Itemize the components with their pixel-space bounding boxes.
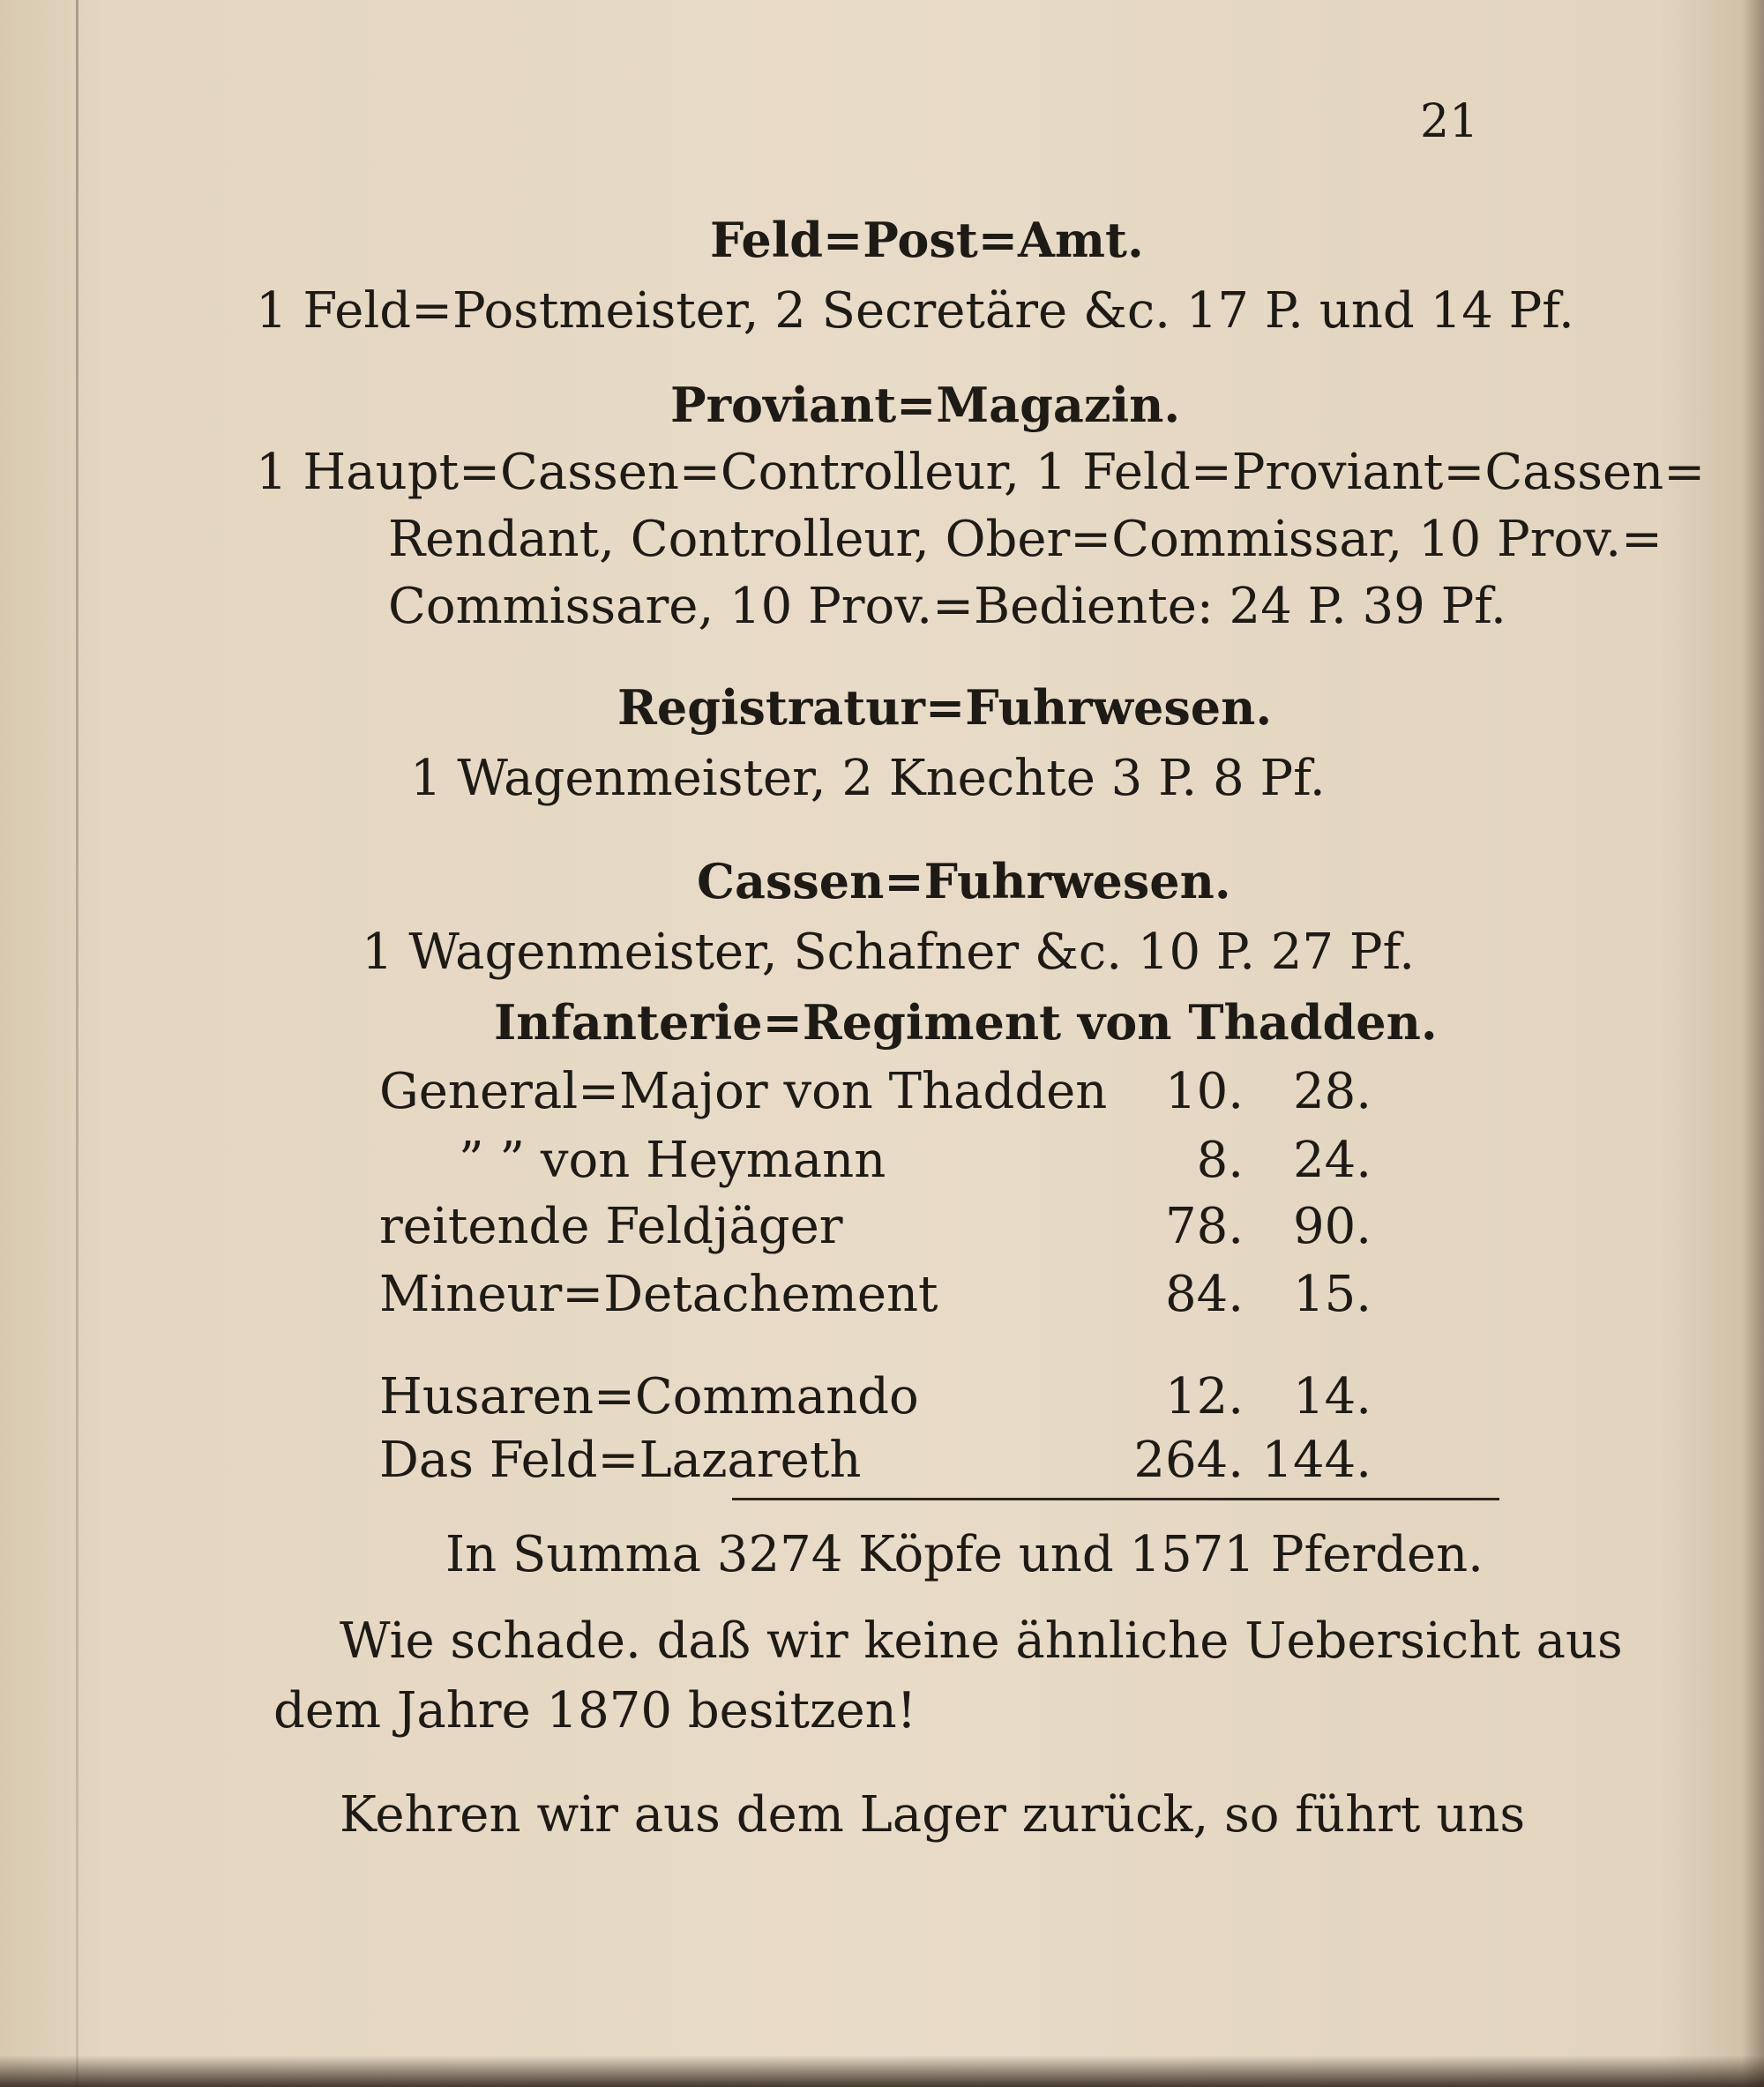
table-row-label: General=Major von Thadden <box>379 1063 1108 1120</box>
table-cell-horses: 15. <box>1292 1266 1372 1323</box>
table-cell-persons: 78. <box>1164 1198 1244 1255</box>
table-cell-persons: 264. <box>1133 1432 1244 1489</box>
table-cell-horses: 28. <box>1292 1063 1372 1120</box>
table-row-label: Mineur=Detachement <box>379 1266 938 1323</box>
section-line: Commissare, 10 Prov.=Bediente: 24 P. 39 Pf. <box>388 578 1506 635</box>
table-row-label: ” ” von Heymann <box>459 1132 886 1189</box>
table-cell-persons: 12. <box>1164 1368 1244 1425</box>
table-cell-horses: 144. <box>1261 1432 1372 1489</box>
paragraph-line: Wie schade. daß wir keine ähnliche Uebersicht aus <box>340 1612 1623 1670</box>
table-cell-persons: 10. <box>1164 1063 1244 1120</box>
paragraph-line: Kehren wir aus dem Lager zurück, so führt uns <box>340 1786 1526 1844</box>
table-cell-persons: 8. <box>1196 1132 1244 1189</box>
table-cell-horses: 14. <box>1292 1368 1372 1425</box>
section-heading-cassen-fuhrwesen: Cassen=Fuhrwesen. <box>697 853 1231 909</box>
section-heading-registratur-fuhrwesen: Registratur=Fuhrwesen. <box>617 679 1273 736</box>
section-heading-feld-post-amt: Feld=Post=Amt. <box>710 212 1144 268</box>
table-row-label: reitende Feldjäger <box>379 1198 843 1255</box>
table-cell-horses: 90. <box>1292 1198 1372 1255</box>
section-line: Rendant, Controlleur, Ober=Commissar, 10 Prov.= <box>388 511 1663 568</box>
total-line: In Summa 3274 Köpfe und 1571 Pferden. <box>445 1526 1484 1583</box>
table-cell-horses: 24. <box>1292 1132 1372 1189</box>
table-row-label: Husaren=Commando <box>379 1368 919 1425</box>
table-row-label: Das Feld=Lazareth <box>379 1432 862 1489</box>
gutter-line <box>76 0 78 2087</box>
page-edge-shadow <box>1742 0 1764 2087</box>
section-line: 1 Wagenmeister, 2 Knechte 3 P. 8 Pf. <box>410 750 1326 807</box>
page-bottom-shadow <box>0 2055 1764 2087</box>
page-number: 21 <box>1420 95 1479 148</box>
section-line: 1 Feld=Postmeister, 2 Secretäre &c. 17 P. und 14 Pf. <box>256 282 1574 340</box>
section-line: 1 Haupt=Cassen=Controlleur, 1 Feld=Proviant=Cassen= <box>256 444 1706 501</box>
section-heading-proviant-magazin: Proviant=Magazin. <box>670 377 1181 433</box>
section-line: 1 Wagenmeister, Schafner &c. 10 P. 27 Pf. <box>362 924 1416 981</box>
paragraph-line: dem Jahre 1870 besitzen! <box>273 1682 917 1739</box>
regiment-heading: Infanterie=Regiment von Thadden. <box>494 994 1438 1051</box>
sum-rule <box>732 1498 1499 1500</box>
table-cell-persons: 84. <box>1164 1266 1244 1323</box>
